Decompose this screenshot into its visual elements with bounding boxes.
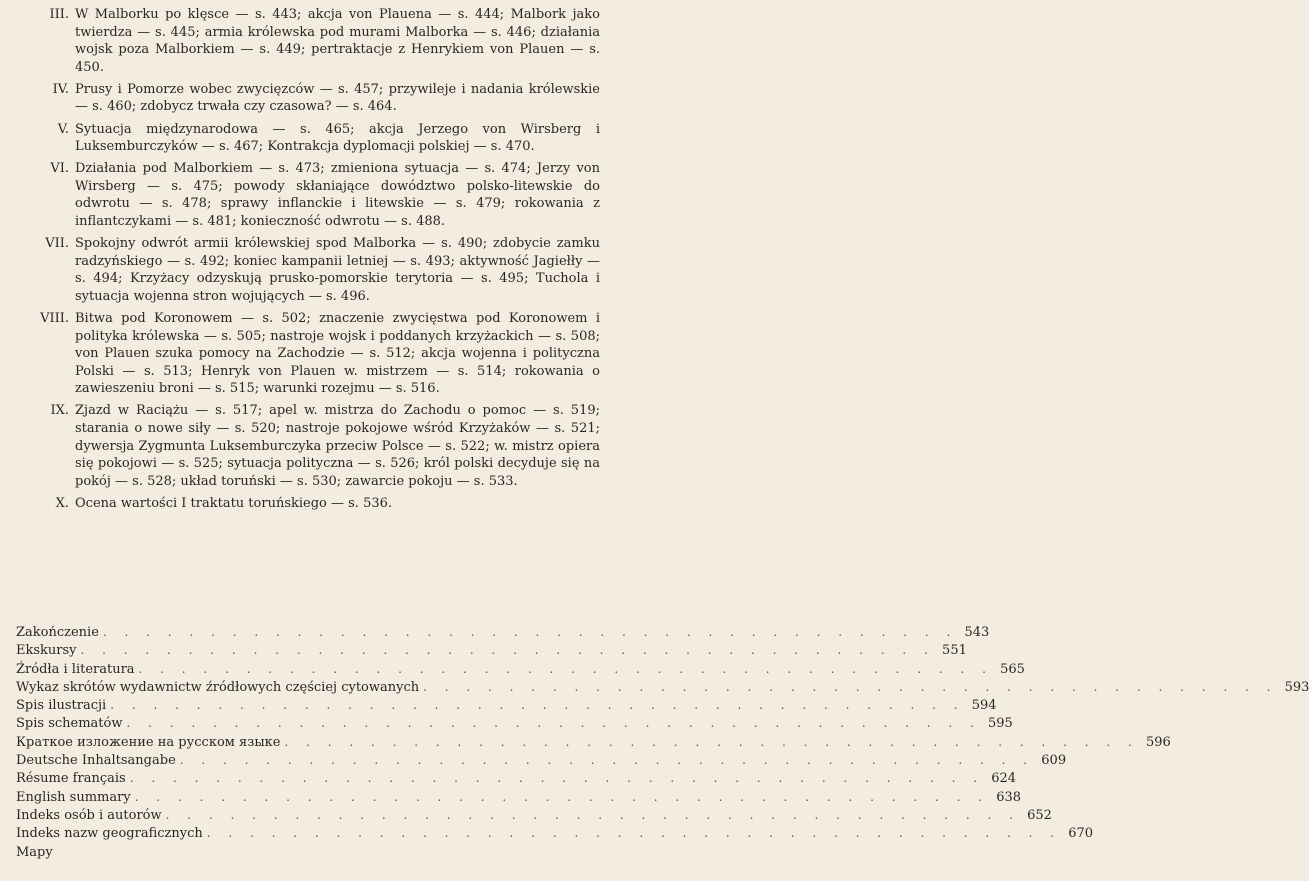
- toc-title: Mapy: [16, 844, 53, 860]
- toc-title: Spis ilustracji: [16, 698, 107, 714]
- chapter-entry: [16, 495, 600, 513]
- leader-dots: . . . . . . . . . . . . . . . . . . . . . . . . . . . . . . . . . . . . . . . .: [126, 716, 981, 731]
- chapter-entry: [16, 310, 600, 398]
- chapter-entry: [16, 6, 600, 76]
- toc-entry: [16, 734, 1171, 753]
- toc-page: 670: [1068, 826, 1094, 842]
- chapter-number: VI.: [50, 161, 69, 177]
- chapter-text: Prusy i Pomorze wobec zwycięzców — s. 457; przywileje i nadania królewskie — s. 460; zdobycz trwała czy czasowa? — s. 464.: [75, 81, 600, 115]
- chapter-number: IV.: [52, 81, 69, 97]
- chapter-text: Bitwa pod Koronowem — s. 502; znaczenie zwycięstwa pod Koronowem i polityka królewska — s. 505; nastroje wojsk i poddanych krzyżackich — s. 508; von Plauen szuka pomocy na Zachodzie — s. 512; akcja wojenna i polityczna Polski — s. 513; Henryk von Plauen w. mistrzem — s. 514; rokowania o zawieszeniu broni — s. 515; warunki rozejmu — s. 516.: [75, 311, 600, 397]
- toc-entry: [16, 679, 1309, 698]
- toc-entry: [16, 807, 1052, 826]
- leader-dots: . . . . . . . . . . . . . . . . . . . . . . . . . . . . . . . . . . . . . . . .: [179, 753, 1035, 768]
- chapter-entry: [16, 160, 600, 230]
- toc-entry: [16, 771, 1017, 789]
- chapter-number: V.: [57, 121, 69, 137]
- leader-dots: . . . . . . . . . . . . . . . . . . . . . . . . . . . . . . . . . . . . . . . .: [102, 625, 958, 639]
- chapter-number: III.: [49, 7, 69, 22]
- toc-entry: [16, 661, 1025, 680]
- toc-title: Indeks nazw geograficznych: [16, 826, 203, 842]
- leader-dots: . . . . . . . . . . . . . . . . . . . . . . . . . . . . . . . . . . . . . . . .: [206, 826, 1062, 841]
- leader-dots: . . . . . . . . . . . . . . . . . . . . . . . . . . . . . . . . . . . . . . . .: [138, 661, 993, 676]
- chapter-number: IX.: [50, 403, 69, 419]
- chapter-text: Działania pod Malborkiem — s. 473; zmieniona sytuacja — s. 474; Jerzy von Wirsberg — s. 475; powody skłaniające dowództwo polsko-litewskie do odwrotu — s. 478; sprawy inflanckie i litewskie — s. 479; rokowania z inflantczykami — s. 481; konieczność odwrotu — s. 488.: [75, 161, 600, 230]
- chapter-entry: [16, 121, 600, 156]
- toc-title: Wykaz skrótów wydawnictw źródłowych częściej cytowanych: [16, 679, 420, 695]
- chapter-entry: [16, 235, 600, 305]
- leader-dots: . . . . . . . . . . . . . . . . . . . . . . . . . . . . . . . . . . . . . . . .: [284, 734, 1139, 749]
- leader-dots: . . . . . . . . . . . . . . . . . . . . . . . . . . . . . . . . . . . . . . . .: [134, 789, 990, 804]
- toc-entry: [16, 698, 997, 716]
- leader-dots: . . . . . . . . . . . . . . . . . . . . . . . . . . . . . . . . . . . . . . . .: [165, 807, 1020, 822]
- toc-page: 596: [1146, 734, 1171, 750]
- chapter-text: Spokojny odwrót armii królewskiej spod Malborka — s. 490; zdobycie zamku radzyńskiego — s. 492; koniec kampanii letniej — s. 493; aktywność Jagiełły — s. 494; Krzyżacy odzyskują prusko-pomorskie terytoria — s. 495; Tuchola i sytuacja wojenna stron wojujących — s. 496.: [75, 236, 600, 304]
- chapter-number: X.: [55, 495, 69, 511]
- toc-page: 565: [1000, 661, 1025, 677]
- chapter-entry: [16, 402, 600, 490]
- toc-title: English summary: [16, 789, 131, 805]
- toc-title: Краткое изложение на русском языке: [16, 734, 281, 750]
- toc-title: Ekskursy: [16, 643, 77, 659]
- leader-dots: . . . . . . . . . . . . . . . . . . . . . . . . . . . . . . . . . . . . . . . .: [110, 698, 965, 713]
- chapter-text: W Malborku po klęsce — s. 443; akcja von Plauena — s. 444; Malbork jako twierdza — s. 445; armia królewska pod murami Malborka — s. 446; działania wojsk poza Malborkiem — s. 449; pertraktacje z Henrykiem von Plauen — s. 450.: [75, 7, 600, 75]
- chapter-entry: [16, 81, 600, 116]
- toc-page: 624: [991, 771, 1017, 787]
- chapter-number: VIII.: [40, 311, 69, 326]
- chapter-list: [16, 6, 600, 517]
- toc-page: 652: [1027, 807, 1052, 823]
- toc-entry: [16, 845, 610, 863]
- toc-title: Zakończenie: [16, 625, 99, 640]
- toc-page: 595: [987, 716, 1013, 732]
- toc-page: 638: [996, 789, 1022, 805]
- toc-page: 551: [942, 643, 967, 659]
- leader-dots: . . . . . . . . . . . . . . . . . . . . . . . . . . . . . . . . . . . . . . . .: [129, 771, 985, 786]
- toc-entry: [16, 625, 990, 643]
- toc-page: 593: [1284, 679, 1309, 695]
- toc-entry: [16, 826, 1094, 844]
- toc-page: 594: [971, 698, 997, 714]
- toc-title: Indeks osób i autorów: [16, 807, 162, 823]
- toc-title: Spis schematów: [16, 716, 123, 732]
- toc-entry: [16, 753, 1067, 771]
- chapter-text: Ocena wartości I traktatu toruńskiego — s. 536.: [75, 495, 393, 511]
- table-of-contents: [16, 625, 1309, 863]
- leader-dots: . . . . . . . . . . . . . . . . . . . . . . . . . . . . . . . . . . . . . . . .: [423, 679, 1278, 694]
- chapter-number: VII.: [45, 236, 69, 252]
- toc-title: Résume français: [16, 771, 126, 787]
- toc-page: 543: [964, 625, 990, 640]
- toc-title: Deutsche Inhaltsangabe: [16, 753, 176, 769]
- toc-entry: [16, 643, 967, 661]
- chapter-text: Zjazd w Raciążu — s. 517; apel w. mistrza do Zachodu o pomoc — s. 519; starania o nowe siły — s. 520; nastroje pokojowe wśród Krzyżaków — s. 521; dywersja Zygmunta Luksemburczyka przeciw Polsce — s. 522; w. mistrz opiera się pokojowi — s. 525; sytuacja polityczna — s. 526; król polski decyduje się na pokój — s. 528; układ toruński — s. 530; zawarcie pokoju — s. 533.: [75, 403, 600, 489]
- toc-title: Źródła i literatura: [16, 661, 135, 677]
- toc-page: 609: [1041, 753, 1067, 769]
- toc-entry: [16, 789, 1022, 808]
- chapter-text: Sytuacja międzynarodowa — s. 465; akcja Jerzego von Wirsberg i Luksemburczyków — s. 467; Kontrakcja dyplomacji polskiej — s. 470.: [75, 121, 600, 155]
- toc-entry: [16, 716, 1013, 734]
- leader-dots: . . . . . . . . . . . . . . . . . . . . . . . . . . . . . . . . . . . . . . . .: [80, 643, 935, 658]
